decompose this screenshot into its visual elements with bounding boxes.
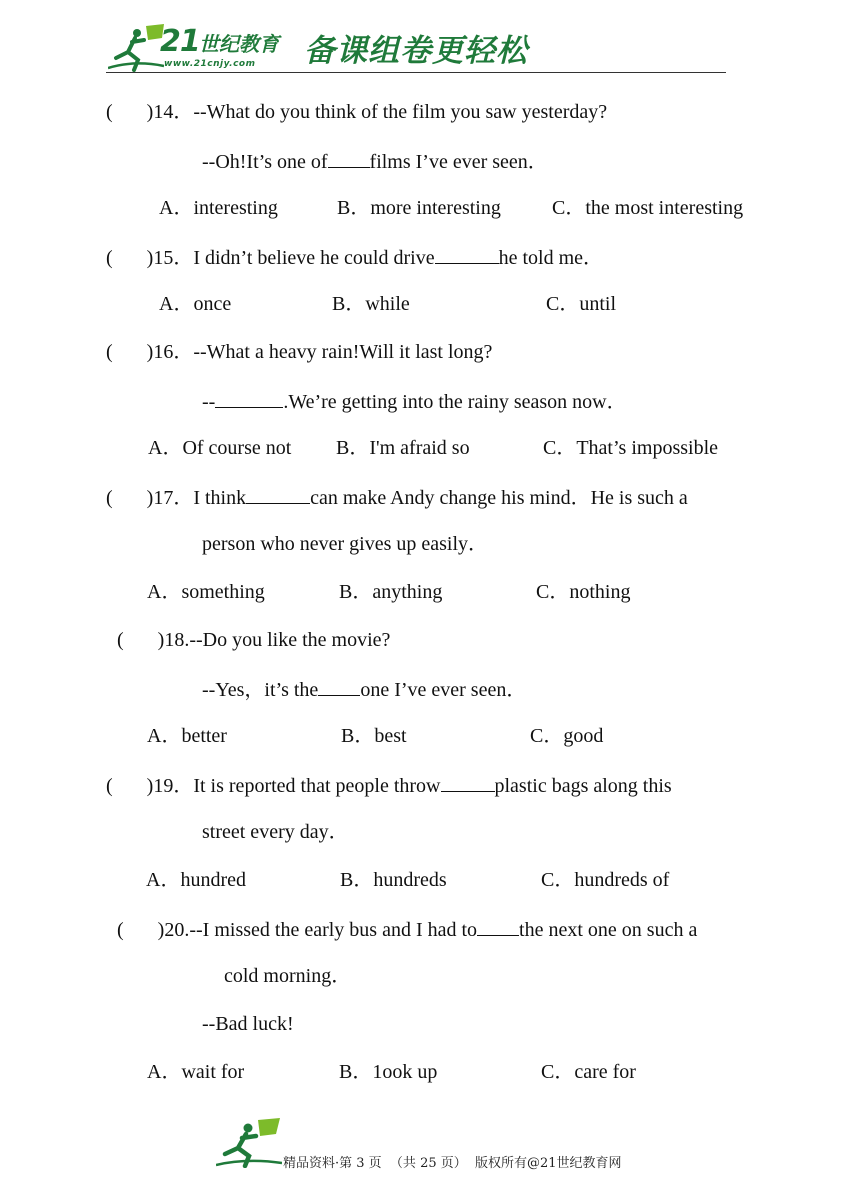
answer-blank	[246, 484, 310, 504]
runner-logo-icon	[108, 24, 166, 72]
answer-blank	[215, 388, 283, 408]
option-a: A．interesting	[159, 197, 278, 219]
question-continuation: cold morning．	[224, 965, 352, 987]
question-number: )15．	[146, 247, 194, 269]
question-number: )16．	[146, 341, 194, 363]
stem-text: --What do you think of the film you saw yesterday?	[193, 101, 608, 123]
question-stem: ( )16．--What a heavy rain!Will it last long?	[106, 341, 493, 363]
question-dialogue: --Yes，it’s the one I’ve ever seen．	[202, 676, 526, 702]
answer-bracket-open[interactable]: (	[106, 487, 113, 509]
question-number: )17．	[146, 487, 194, 509]
answer-bracket-open[interactable]: (	[117, 629, 124, 651]
runner-logo-icon	[216, 1118, 282, 1168]
logo-number: 21	[160, 24, 200, 59]
question-dialogue: --Bad luck!	[202, 1013, 294, 1035]
answer-bracket-open[interactable]: (	[106, 101, 113, 123]
answer-bracket-open[interactable]: (	[106, 775, 113, 797]
logo-url: www.21cnjy.com	[164, 59, 256, 69]
question-number: )20.	[157, 919, 190, 941]
header-slogan: 备课组卷更轻松	[304, 33, 528, 69]
option-b: B．hundreds	[340, 869, 447, 891]
option-b: B．while	[332, 293, 410, 315]
answer-blank	[477, 916, 519, 936]
option-c: C．hundreds of	[541, 869, 670, 891]
option-a: A．wait for	[147, 1061, 245, 1083]
question-stem: ( )20.--I missed the early bus and I had to the next one on such a	[117, 916, 697, 942]
question-stem: ( )17．I think can make Andy change his mind．He is such a	[106, 484, 688, 510]
option-c: C．That’s impossible	[543, 437, 718, 459]
option-b: B．1ook up	[339, 1061, 438, 1083]
answer-blank	[318, 676, 360, 696]
option-a: A．hundred	[146, 869, 246, 891]
question-number: )14．	[146, 101, 194, 123]
answer-bracket-open[interactable]: (	[106, 341, 113, 363]
option-a: A．something	[147, 581, 265, 603]
option-b: B．more interesting	[337, 197, 501, 219]
option-a: A．better	[147, 725, 227, 747]
question-number: )18.	[157, 629, 190, 651]
question-stem: ( )18.--Do you like the movie?	[117, 629, 391, 651]
page-header	[0, 0, 861, 80]
answer-blank	[435, 244, 499, 264]
option-b: B．anything	[339, 581, 443, 603]
question-continuation: person who never gives up easily．	[202, 533, 489, 555]
option-c: C．until	[546, 293, 617, 315]
option-c: C．nothing	[536, 581, 631, 603]
option-c: C．the most interesting	[552, 197, 744, 219]
option-b: B．best	[341, 725, 407, 747]
footer-text: 精品资料·第 3 页 （共 25 页） 版权所有@21世纪教育网	[283, 1156, 622, 1171]
question-stem: ( )15．I didn’t believe he could drive he told me．	[106, 244, 603, 270]
logo-name: 世纪教育	[199, 32, 279, 56]
option-a: A．once	[159, 293, 232, 315]
question-stem	[106, 100, 607, 124]
option-c: C．good	[530, 725, 604, 747]
answer-bracket-open[interactable]: (	[117, 919, 124, 941]
option-b: B．I'm afraid so	[336, 437, 470, 459]
answer-blank	[441, 772, 495, 792]
option-c: C．care for	[541, 1061, 636, 1083]
question-dialogue: --Oh!It’s one of films I’ve ever seen．	[202, 148, 548, 174]
option-a: A．Of course not	[148, 437, 292, 459]
question-stem: ( )19．It is reported that people throw plastic bags along this	[106, 772, 672, 798]
answer-bracket-open[interactable]: (	[106, 247, 113, 269]
question-dialogue: -- .We’re getting into the rainy season now．	[202, 388, 627, 414]
header-divider	[106, 72, 726, 73]
question-number: )19．	[146, 775, 194, 797]
answer-blank	[328, 148, 370, 168]
question-continuation: street every day．	[202, 821, 349, 843]
